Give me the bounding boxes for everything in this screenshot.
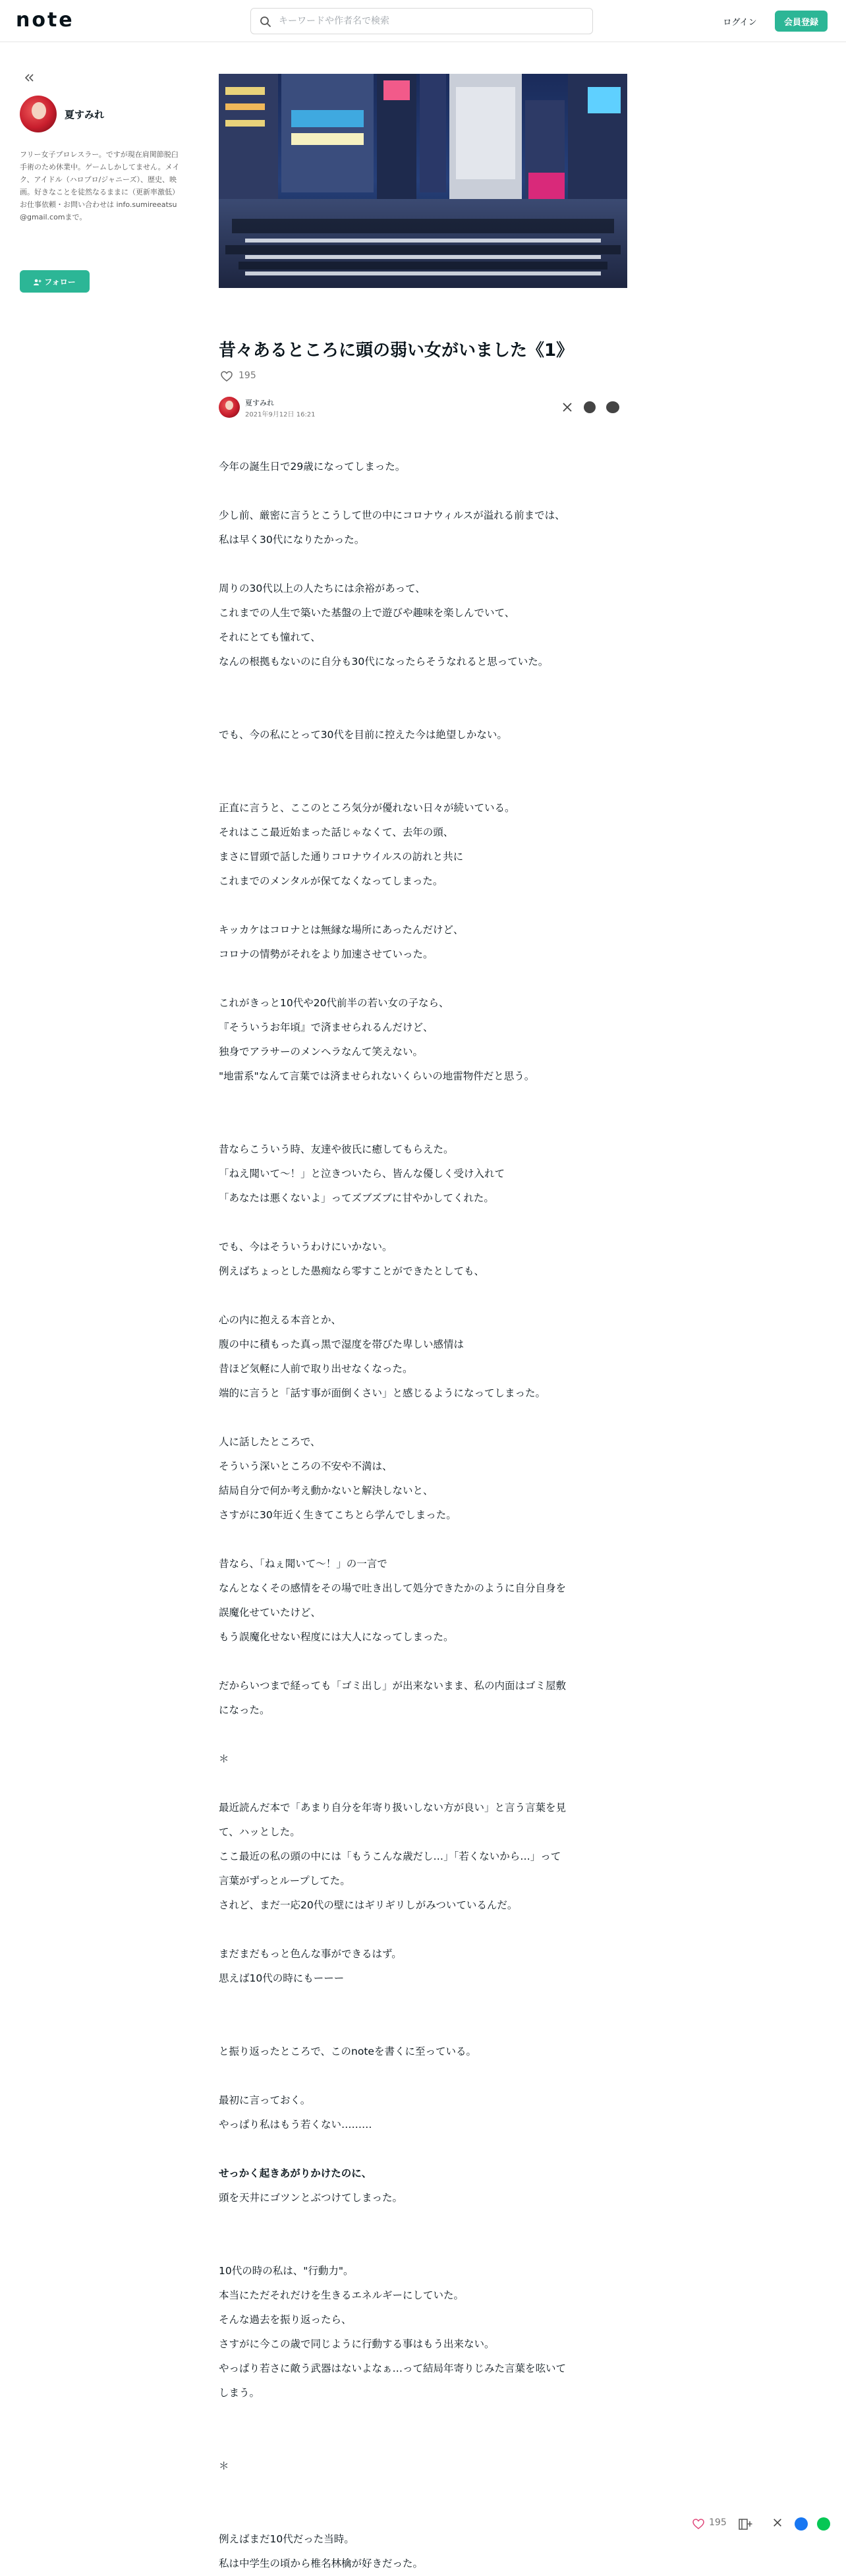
- follow-button[interactable]: [20, 270, 90, 293]
- paragraph-line: 今年の誕生日で29歳になってしまった。: [219, 461, 406, 472]
- follow-label: フォロー: [44, 277, 76, 287]
- paragraph-line: これまでのメンタルが保てなくなってしまった。: [219, 875, 443, 887]
- paragraph-line: て、ハッとした。: [219, 1826, 300, 1838]
- paragraph-line: せっかく起きあがりかけたのに、: [219, 2167, 372, 2179]
- like-count: 195: [239, 370, 256, 381]
- paragraph-line: 端的に言うと「話す事が面倒くさい」と感じるようになってしまった。: [219, 1387, 546, 1399]
- paragraph-line: と振り返ったところで、このnoteを書くに至っている。: [219, 2046, 476, 2057]
- paragraph-spacer: [219, 1406, 627, 1430]
- paragraph-line: これがきっと10代や20代前半の若い女の子なら、: [219, 997, 449, 1009]
- paragraph-line: さすがに30年近く生きてこちとら学んでしまった。: [219, 1509, 457, 1521]
- author-avatar[interactable]: [20, 96, 57, 132]
- paragraph-line: そんな過去を振り返ったら、: [219, 2314, 352, 2326]
- hero-image-city-crossing: [219, 74, 627, 288]
- paragraph-line: 最近読んだ本で「あまり自分を年寄り扱いしない方が良い」と言う言葉を見: [219, 1802, 567, 1814]
- paragraph-line: "地雷系"なんて言葉では済ませられないくらいの地雷物件だと思う。: [219, 1070, 535, 1082]
- paragraph-line: ここ最近の私の頭の中には「もうこんな歳だし…」「若くないから…」って: [219, 1850, 561, 1862]
- paragraph-line: でも、今はそういうわけにいかない。: [219, 1241, 393, 1253]
- paragraph-line: 結局自分で何か考え動かないと解決しないと、: [219, 1485, 434, 1497]
- paragraph-line: やっぱり若さに敵う武器はないよなぁ…って結局年寄りじみた言葉を呟いて: [219, 2362, 567, 2374]
- publish-date: 2021年9月12日 16:21: [245, 411, 316, 418]
- paragraph-line: 「あなたは悪くないよ」ってズブズブに甘やかしてくれた。: [219, 1192, 494, 1204]
- paragraph-line: 「ねえ聞いて〜！」と泣きついたら、皆んな優しく受け入れて: [219, 1168, 505, 1180]
- floating-share-facebook-icon[interactable]: [795, 2517, 808, 2531]
- paragraph-line: 周りの30代以上の人たちには余裕があって、: [219, 583, 426, 594]
- paragraph-line: コロナの情勢がそれをより加速させていった。: [219, 948, 434, 960]
- paragraph-line: 昔ほど気軽に人前で取り出せなくなった。: [219, 1363, 413, 1375]
- paragraph-line: 独身でアラサーのメンヘラなんて笑えない。: [219, 1046, 424, 1058]
- paragraph-line: 例えばちょっとした愚痴なら零すことができたとしても、: [219, 1265, 485, 1277]
- heart-icon[interactable]: [220, 370, 233, 383]
- paragraph-spacer: [219, 2430, 627, 2454]
- paragraph-line: だからいつまで経っても「ゴミ出し」が出来ないまま、私の内面はゴミ屋敷: [219, 1680, 567, 1692]
- paragraph-line: まだまだもっと色んな事ができるはず。: [219, 1948, 402, 1960]
- share-facebook-icon[interactable]: [584, 401, 596, 413]
- paragraph-spacer: [219, 1113, 627, 1137]
- paragraph-spacer: [219, 747, 627, 772]
- paragraph-line: になった。: [219, 1704, 270, 1716]
- paragraph-spacer: [219, 967, 627, 991]
- paragraph-line: さすがに今この歳で同じように行動する事はもう出来ない。: [219, 2338, 495, 2350]
- paragraph-line: 言葉がずっとループしてた。: [219, 1875, 351, 1887]
- paragraph-line: ＊: [219, 2460, 229, 2472]
- paragraph-spacer: [219, 1771, 627, 1796]
- paragraph-line: 最初に言っておく。: [219, 2094, 311, 2106]
- login-button[interactable]: ログイン: [713, 11, 767, 32]
- floating-share-x-icon[interactable]: [772, 2517, 783, 2531]
- share-line-icon[interactable]: [606, 401, 619, 413]
- search-input[interactable]: [279, 9, 582, 34]
- paragraph-line: 心の内に抱える本音とか、: [219, 1314, 342, 1326]
- paragraph-spacer: [219, 772, 627, 796]
- search-box[interactable]: [250, 8, 593, 34]
- collapse-sidebar-icon[interactable]: [22, 71, 36, 84]
- floating-like-count: 195: [709, 2517, 727, 2528]
- paragraph-line: 昔ならこういう時、友達や彼氏に癒してもらえた。: [219, 1143, 454, 1155]
- paragraph-spacer: [219, 1991, 627, 2015]
- article-title: 昔々あるところに頭の弱い女がいました《1》: [219, 341, 574, 360]
- paragraph-spacer: [219, 479, 627, 503]
- paragraph-spacer: [219, 699, 627, 723]
- site-header: [0, 0, 846, 42]
- add-to-magazine-icon[interactable]: [738, 2517, 752, 2531]
- article-body: [219, 455, 627, 2576]
- paragraph-line: 腹の中に積もった真っ黒で湿度を帯びた卑しい感情は: [219, 1338, 465, 1350]
- paragraph-line: なんの根拠もないのに自分も30代になったらそうなれると思っていた。: [219, 656, 549, 668]
- paragraph-line: 少し前、厳密に言うとこうして世の中にコロナウィルスが溢れる前までは、: [219, 509, 565, 521]
- paragraph-line: それにとても憧れて、: [219, 631, 321, 643]
- paragraph-spacer: [219, 674, 627, 699]
- paragraph-line: まさに冒頭で話した通りコロナウイルスの訪れと共に: [219, 851, 464, 863]
- paragraph-spacer: [219, 1723, 627, 1747]
- search-icon: [259, 15, 272, 28]
- floating-action-bar: [683, 2509, 846, 2538]
- paragraph-line: 昔なら、「ねぇ聞いて〜！」の一言で: [219, 1558, 387, 1570]
- share-x-icon[interactable]: [561, 401, 573, 413]
- paragraph-spacer: [219, 2235, 627, 2259]
- paragraph-spacer: [219, 1649, 627, 1674]
- person-plus-icon: [34, 279, 42, 285]
- paragraph-line: それはここ最近始まった話じゃなくて、去年の頭、: [219, 826, 454, 838]
- paragraph-spacer: [219, 2210, 627, 2235]
- byline-avatar[interactable]: [219, 397, 240, 418]
- paragraph-line: ＊: [219, 1753, 229, 1765]
- paragraph-spacer: [219, 1089, 627, 1113]
- paragraph-line: でも、今の私にとって30代を目前に控えた今は絶望しかない。: [219, 729, 507, 741]
- paragraph-line: もう誤魔化せない程度には大人になってしまった。: [219, 1631, 454, 1643]
- paragraph-line: 誤魔化せていたけど、: [219, 1607, 322, 1618]
- paragraph-spacer: [219, 2064, 627, 2088]
- paragraph-spacer: [219, 2405, 627, 2430]
- paragraph-line: 私は早く30代になりたかった。: [219, 534, 365, 546]
- paragraph-spacer: [219, 1528, 627, 1552]
- paragraph-line: やっぱり私はもう若くない………: [219, 2119, 372, 2131]
- paragraph-line: そういう深いところの不安や不満は、: [219, 1460, 393, 1472]
- paragraph-line: 10代の時の私は、"行動力"。: [219, 2265, 354, 2277]
- byline-author[interactable]: 夏すみれ: [245, 399, 274, 407]
- paragraph-spacer: [219, 1918, 627, 1942]
- paragraph-line: 本当にただそれだけを生きるエネルギーにしていた。: [219, 2289, 465, 2301]
- author-bio: フリー女子プロレスラー。ですが現在肩関節脱臼手術のため休業中。ゲームしかしてません。メイク、アイドル（ハロプロ/ジャニーズ）、歴史、映画。好きなことを徒然なるままに（更新率激低）お仕事依頼・お問い合わせは info.sumireeatsu@gmail.comまで。: [20, 150, 180, 221]
- paragraph-spacer: [219, 1284, 627, 1308]
- paragraph-line: 私は中学生の頃から椎名林檎が好きだった。: [219, 2558, 424, 2569]
- signup-button[interactable]: 会員登録: [775, 11, 828, 32]
- paragraph-spacer: [219, 2478, 627, 2503]
- sidebar-author-name[interactable]: 夏すみれ: [65, 109, 105, 121]
- paragraph-spacer: [219, 894, 627, 918]
- paragraph-line: 思えば10代の時にもーーー: [219, 1972, 345, 1984]
- heart-icon[interactable]: [692, 2517, 705, 2531]
- paragraph-spacer: [219, 1211, 627, 1235]
- paragraph-spacer: [219, 2015, 627, 2040]
- paragraph-line: 『そういうお年頃』で済ませられるんだけど、: [219, 1021, 434, 1033]
- paragraph-spacer: [219, 2503, 627, 2527]
- paragraph-spacer: [219, 2137, 627, 2161]
- paragraph-line: 頭を天井にゴツンとぶつけてしまった。: [219, 2192, 403, 2204]
- paragraph-line: しまう。: [219, 2387, 260, 2399]
- paragraph-line: 例えばまだ10代だった当時。: [219, 2533, 354, 2545]
- floating-share-line-icon[interactable]: [817, 2517, 830, 2531]
- paragraph-line: 人に話したところで、: [219, 1436, 321, 1448]
- paragraph-line: されど、まだ一応20代の壁にはギリギリしがみついているんだ。: [219, 1899, 518, 1911]
- paragraph-line: キッカケはコロナとは無縁な場所にあったんだけど、: [219, 924, 464, 936]
- note-logo[interactable]: note: [16, 9, 74, 32]
- paragraph-line: 正直に言うと、ここのところ気分が優れない日々が続いている。: [219, 802, 515, 814]
- paragraph-line: これまでの人生で築いた基盤の上で遊びや趣味を楽しんでいて、: [219, 607, 515, 619]
- paragraph-spacer: [219, 552, 627, 577]
- paragraph-line: なんとなくその感情をその場で吐き出して処分できたかのように自分自身を: [219, 1582, 567, 1594]
